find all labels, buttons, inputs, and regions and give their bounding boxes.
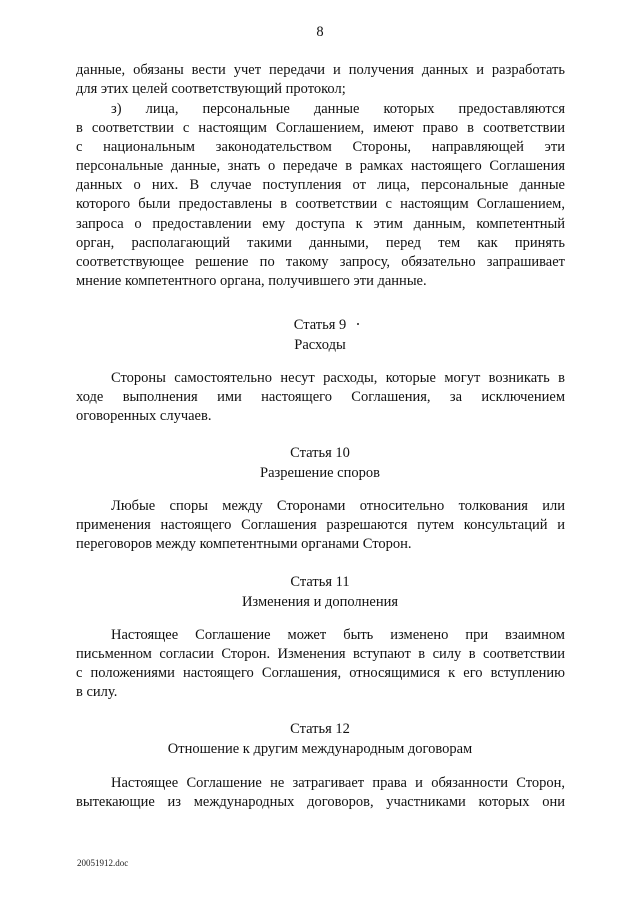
article-number: Статья 10	[290, 445, 350, 461]
text-line: з) лица, персональные данные которых предоставляются	[111, 101, 565, 117]
text-line: Настоящее Соглашение не затрагивает права и обязанности Сторон,	[111, 775, 565, 791]
page-number: 8	[316, 24, 324, 40]
text-line: Настоящее Соглашение может быть изменено при взаимном	[111, 627, 565, 643]
article-number: Статья 9	[293, 317, 347, 333]
text-line: в силу.	[76, 684, 118, 701]
text-line: вытекающие из международных договоров, участниками которых они	[76, 794, 565, 811]
item-z-paragraph	[76, 100, 565, 291]
article-11-paragraph	[76, 626, 565, 702]
article-9-heading	[0, 315, 640, 355]
text-line: ходе выполнения ими настоящего Соглашения, за исключением	[76, 389, 565, 406]
text-line: данные, обязаны вести учет передачи и получения данных и разработать	[76, 62, 565, 78]
text-line: в соответствии с настоящим Соглашением, имеют право в соответствии	[76, 120, 565, 137]
article-10-paragraph	[76, 497, 565, 554]
text-line: для этих целей соответствующий протокол;	[76, 81, 346, 98]
text-line: с положениями настоящего Соглашения, относящимися к его вступлению	[76, 665, 565, 682]
article-11-heading	[0, 572, 640, 612]
text-line: данных о них. В случае поступления от лица, персональные данные	[76, 177, 565, 194]
article-12-heading	[0, 719, 640, 759]
file-name-footer: 20051912.doc	[77, 858, 129, 868]
article-title: Отношение к другим международным договорам	[167, 741, 473, 757]
article-title: Разрешение споров	[260, 465, 380, 481]
continuation-paragraph	[76, 61, 565, 99]
text-line: Любые споры между Сторонами относительно толкования или	[111, 498, 565, 514]
article-number: Статья 12	[290, 721, 350, 737]
text-line: Стороны самостоятельно несут расходы, которые могут возникать в	[111, 370, 565, 386]
text-line: оговоренных случаев.	[76, 408, 212, 425]
article-title: Расходы	[294, 337, 346, 353]
text-line: переговоров между компетентными органами Сторон.	[76, 536, 412, 553]
text-line: мнение компетентного органа, получившего эти данные.	[76, 272, 427, 289]
article-10-heading	[0, 443, 640, 483]
text-line: с национальным законодательством Стороны, направляющей эти	[76, 139, 565, 156]
text-line: применения настоящего Соглашения разрешаются путем консультаций и	[76, 517, 565, 534]
scan-speck	[357, 323, 359, 325]
text-line: орган, располагающий такими данными, перед тем как принять	[76, 234, 565, 251]
text-line: персональные данные, знать о передаче в рамках настоящего Соглашения	[76, 158, 565, 175]
article-title: Изменения и дополнения	[241, 594, 399, 610]
text-line: запроса о предоставлении ему доступа к этим данным, компетентный	[76, 215, 565, 232]
article-12-paragraph	[76, 774, 565, 812]
text-line: письменном согласии Сторон. Изменения вступают в силу в соответствии	[76, 646, 565, 663]
article-9-paragraph	[76, 369, 565, 426]
article-number: Статья 11	[290, 574, 350, 590]
text-line: которого были предоставлены в соответствии с настоящим Соглашением,	[76, 196, 565, 213]
text-line: соответствующее решение по такому запросу, обязательно запрашивает	[76, 253, 565, 270]
